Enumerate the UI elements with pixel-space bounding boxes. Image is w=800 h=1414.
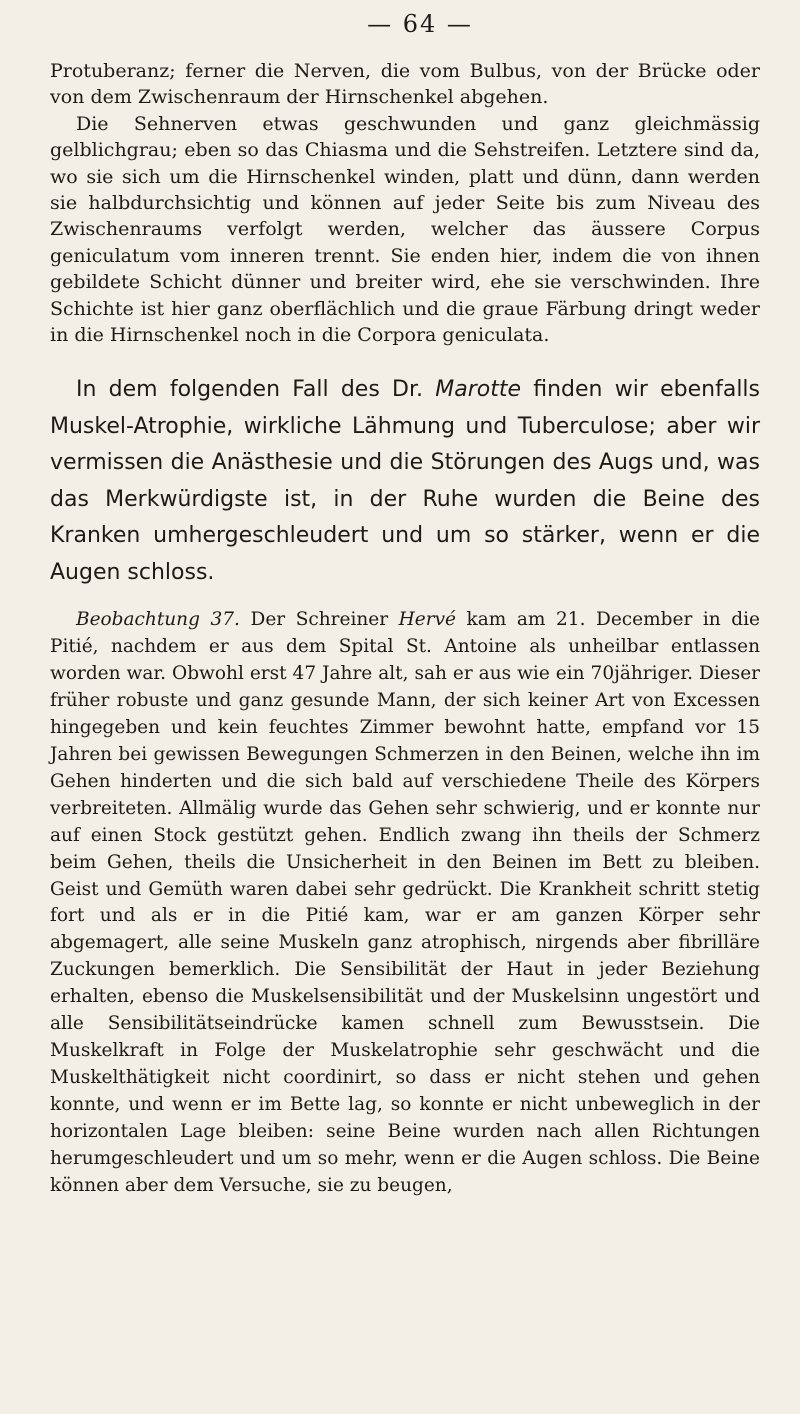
observation-text-body: kam am 21. December in die Pitié, nachdem er aus dem Spital St. Antoine als unheilbar entlassen worden war. Obwohl erst 47 Jahre alt, sah er aus wie ein 70jähriger. Dieser früher robuste und ganz gesunde Mann, der sich keiner Art von Excessen hingegeben und kein feuchtes Zimmer bewohnt hatte, empfand vor 15 Jahren bei gewissen Bewegungen Schmerzen in den Beinen, welche ihn im Gehen hinderten und die sich bald auf verschiedene Theile des Körpers verbreiteten. Allmälig wurde das Gehen sehr schwierig, und er konnte nur auf einen Stock gestützt gehen. Endlich zwang ihn theils der Schmerz beim Gehen, theils die Unsicherheit in den Beinen im Bett zu bleiben. Geist und Gemüth waren dabei sehr gedrückt. Die Krankheit schritt stetig fort und als er in die Pitié kam, war er am ganzen Körper sehr abgemagert, alle seine Muskeln ganz atrophisch, nirgends aber fibrilläre Zuckungen bemerklich. Die Sensibilität der Haut in jeder Beziehung erhalten, ebenso die Muskelsensibilität und der Muskelsinn ungestört und alle Sensibilitätseindrücke kamen schnell zum Bewusstsein. Die Muskelkraft in Folge der Muskelatrophie sehr geschwächt und die Muskelthätigkeit nicht coordinirt, so dass er nicht stehen und gehen konnte, und wenn er im Bette lag, so konnte er nicht unbeweglich in der horizontalen Lage bleiben: seine Beine wurden nach allen Richtungen herumgeschleudert und um so mehr, wenn er die Augen schloss. Die Beine können aber dem Versuche, sie zu beugen,: [50, 609, 760, 1196]
observation-label: Beobachtung 37.: [76, 609, 240, 631]
marotte-intro-text: In dem folgenden Fall des Dr.: [76, 377, 436, 403]
paragraph-sehnerven: Die Sehnerven etwas geschwunden und ganz gleichmässig gelblichgrau; eben so das Chiasma und die Sehstreifen. Letztere sind da, wo sie sich um die Hirnschenkel winden, platt und dünn, dann werden sie halbdurchsichtig und können auf jeder Seite bis zum Niveau des Zwischenraums verfolgt werden, welcher das äussere Corpus geniculatum vom inneren trennt. Sie enden hier, indem die von ihnen gebildete Schicht dünner und breiter wird, ehe sie verschwinden. Ihre Schichte ist hier ganz oberflächlich und die graue Färbung dringt weder in die Hirnschenkel noch in die Corpora geniculata.: [50, 112, 760, 347]
paragraph-observation-37: [50, 607, 760, 1199]
page-number: — 64 —: [367, 10, 473, 38]
paragraph-marotte-case: [50, 372, 760, 591]
paragraph-protuberanz: Protuberanz; ferner die Nerven, die vom Bulbus, von der Brücke oder von dem Zwischenraum der Hirnschenkel abgehen.: [50, 60, 760, 109]
author-name-marotte: Marotte: [435, 377, 522, 403]
marotte-case-text: finden wir ebenfalls Muskel-Atrophie, wirkliche Lähmung und Tuberculose; aber wir vermissen die Anästhesie und die Störungen des Augs und, was das Merkwürdigste ist, in der Ruhe wurden die Beine des Kranken umhergeschleudert und um so stärker, wenn er die Augen schloss.: [50, 377, 761, 585]
observation-text-start: Der Schreiner: [239, 609, 399, 631]
patient-name-herve: Hervé: [398, 609, 456, 631]
